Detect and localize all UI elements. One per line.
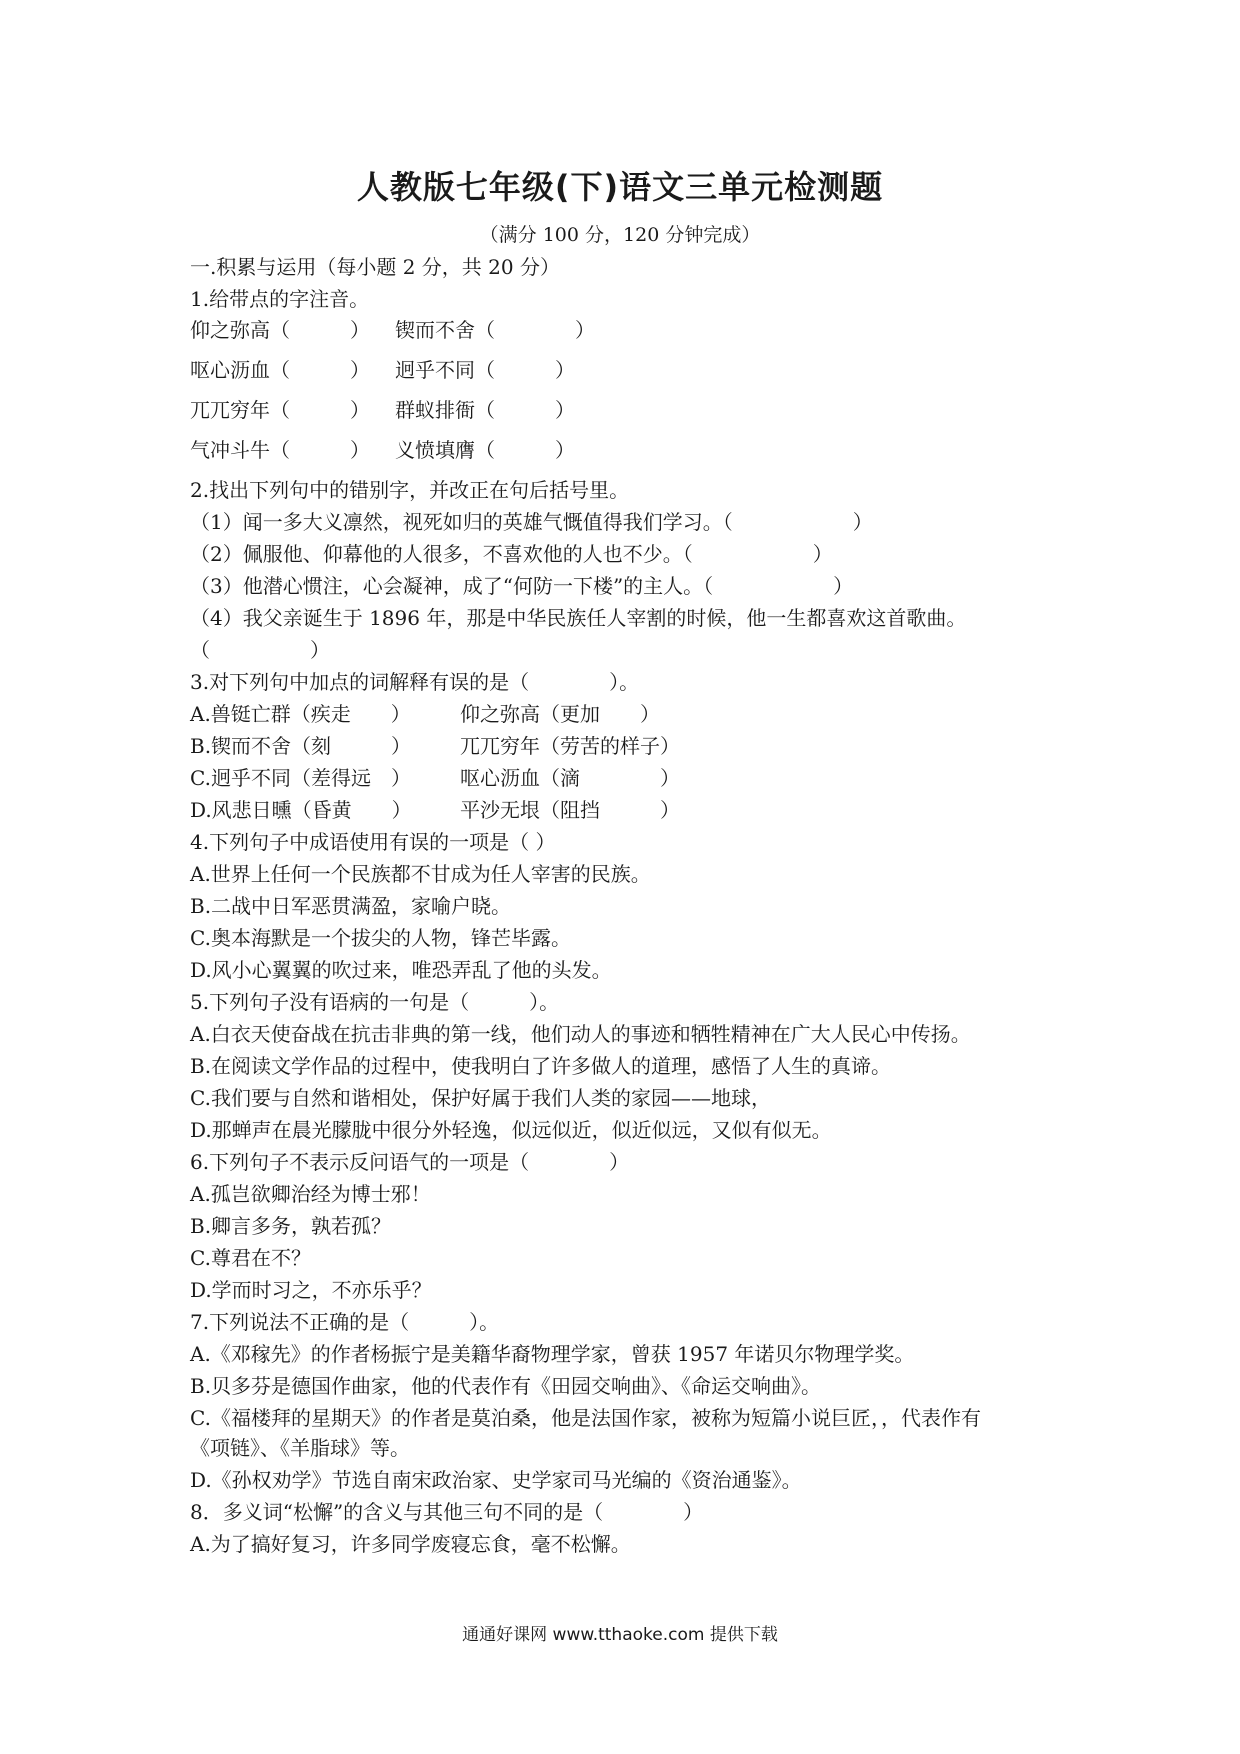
q1-item: 锲而不舍（ ） [395,318,595,342]
q3-option: 呕心沥血（滴 ） [460,766,680,790]
question-4-prompt: 4.下列句子中成语使用有误的一项是（ ） [190,830,556,854]
q1-item: 兀兀穷年（ ） [190,398,370,422]
q7-option: C.《福楼拜的星期天》的作者是莫泊桑，他是法国作家，被称为短篇小说巨匠，，代表作有 [190,1406,981,1430]
q6-option: D.学而时习之，不亦乐乎？ [190,1278,432,1302]
question-3-prompt: 3.对下列句中加点的词解释有误的是（ ）。 [190,670,640,694]
q3-option: B.锲而不舍（刻 ） [190,734,412,758]
q6-option: C.尊君在不？ [190,1246,311,1270]
question-5-prompt: 5.下列句子没有语病的一句是（ ）。 [190,990,560,1014]
question-2-prompt: 2.找出下列句中的错别字，并改正在句后括号里。 [190,478,630,502]
q6-option: A.孤岂欲卿治经为博士邪！ [190,1182,431,1206]
q1-row [190,438,575,462]
q1-item: 呕心沥血（ ） [190,358,370,382]
q1-row [190,398,575,422]
question-1-prompt: 1.给带点的字注音。 [190,287,370,311]
q3-option: C.迥乎不同（差得远 ） [190,766,411,790]
q3-option: 仰之弥高（更加 ） [460,702,660,726]
page-title: 人教版七年级(下)语文三单元检测题 [356,168,884,206]
question-8-prompt: 8．多义词“松懈”的含义与其他三句不同的是（ ） [190,1500,704,1524]
section-heading: 一.积累与运用（每小题 2 分，共 20 分） [190,255,560,279]
question-7-prompt: 7.下列说法不正确的是（ ）。 [190,1310,500,1334]
q7-option: 《项链》、《羊脂球》等。 [190,1436,410,1460]
q2-line: （2）佩服他、仰幕他的人很多，不喜欢他的人也不少。（ ） [190,542,833,566]
q3-option: A.兽铤亡群（疾走 ） [190,702,411,726]
q2-line: （1）闻一多大义凛然，视死如归的英雄气慨值得我们学习。（ ） [190,510,873,534]
q7-option: A.《邓稼先》的作者杨振宁是美籍华裔物理学家，曾获 1957 年诺贝尔物理学奖。 [190,1342,915,1366]
q3-row [190,766,680,790]
q5-option: C.我们要与自然和谐相处，保护好属于我们人类的家园——地球， [190,1086,771,1110]
q3-row [190,702,660,726]
q3-option: 平沙无垠（阻挡 ） [460,798,680,822]
q1-item: 迥乎不同（ ） [395,358,575,382]
question-6-prompt: 6.下列句子不表示反问语气的一项是（ ） [190,1150,630,1174]
page-subtitle: （满分 100 分，120 分钟完成） [479,224,761,246]
q2-line: （ ） [190,638,330,662]
q8-option: A.为了搞好复习，许多同学废寝忘食，毫不松懈。 [190,1532,631,1556]
q3-option: D.风悲日曛（昏黄 ） [190,798,412,822]
download-footer: 通通好课网 www.tthaoke.com 提供下载 [462,1625,778,1645]
q2-line: （4）我父亲诞生于 1896 年，那是中华民族任人宰割的时候，他一生都喜欢这首歌曲。 [190,606,967,630]
q1-item: 义愤填膺（ ） [395,438,575,462]
q4-option: D.风小心翼翼的吹过来，唯恐弄乱了他的头发。 [190,958,612,982]
q1-item: 气冲斗牛（ ） [190,438,370,462]
q1-item: 仰之弥高（ ） [190,318,370,342]
q5-option: B.在阅读文学作品的过程中，使我明白了许多做人的道理，感悟了人生的真谛。 [190,1054,892,1078]
q7-option: B.贝多芬是德国作曲家，他的代表作有《田园交响曲》、《命运交响曲》。 [190,1374,822,1398]
q4-option: B.二战中日军恶贯满盈，家喻户晓。 [190,894,512,918]
q6-option: B.卿言多务，孰若孤？ [190,1214,392,1238]
q3-row [190,798,680,822]
q2-line: （3）他潜心惯注，心会凝神，成了“何防一下楼”的主人。（ ） [190,574,854,598]
q3-row [190,734,680,758]
q3-option: 兀兀穷年（劳苦的样子） [460,734,680,758]
q5-option: A.白衣天使奋战在抗击非典的第一线，他们动人的事迹和牺牲精神在广大人民心中传扬。 [190,1022,971,1046]
q4-option: C.奥本海默是一个拔尖的人物，锋芒毕露。 [190,926,571,950]
q1-row [190,358,575,382]
q1-row [190,318,595,342]
q1-item: 群蚁排衙（ ） [395,398,575,422]
q4-option: A.世界上任何一个民族都不甘成为任人宰害的民族。 [190,862,651,886]
q5-option: D.那蝉声在晨光朦胧中很分外轻逸，似远似近，似近似远，又似有似无。 [190,1118,832,1142]
q7-option: D.《孙权劝学》节选自南宋政治家、史学家司马光编的《资治通鉴》。 [190,1468,802,1492]
